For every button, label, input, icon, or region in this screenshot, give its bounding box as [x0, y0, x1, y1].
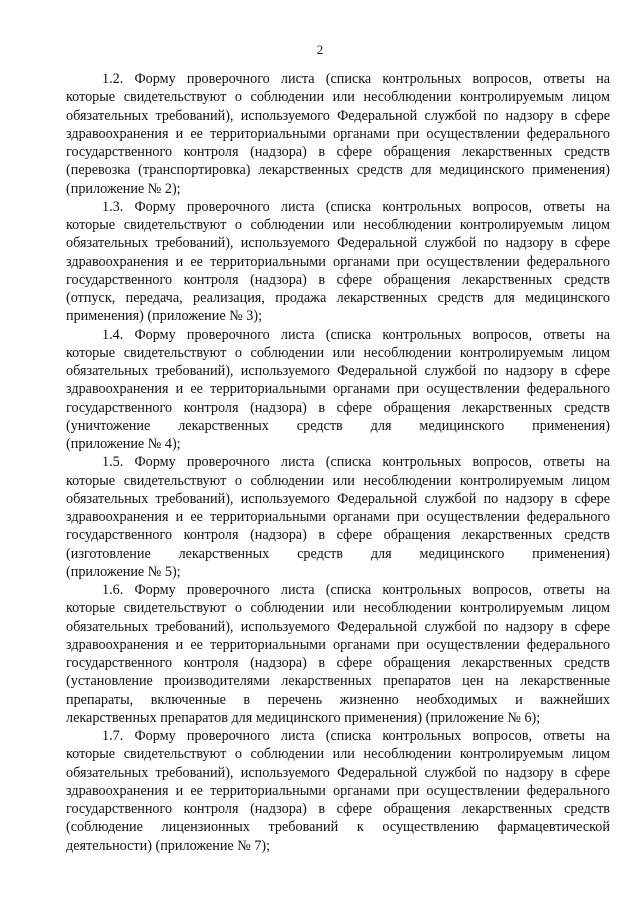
- text-line: здравоохранения и ее территориальными органами при осуществлении федерального: [66, 381, 610, 398]
- text-line: здравоохранения и ее территориальными органами при осуществлении федерального: [66, 253, 610, 270]
- text-line: 1.5. Форму проверочного листа (списка контрольных вопросов, ответы на: [102, 454, 610, 471]
- paragraph-1-5: [66, 453, 610, 581]
- text-line: обязательных требований), используемого Федеральной службой по надзору в сфере: [66, 235, 610, 252]
- text-line: государственного контроля (надзора) в сфере обращения лекарственных средств: [66, 144, 610, 160]
- text-line: (приложение № 2);: [66, 180, 181, 197]
- paragraph-1-4: [66, 326, 610, 454]
- text-line: применения) (приложение № 3);: [66, 308, 263, 325]
- text-line: обязательных требований), используемого Федеральной службой по надзору в сфере: [66, 363, 610, 379]
- text-line: препараты, включенные в перечень жизненно необходимых и важнейших: [66, 691, 610, 708]
- text-line: государственного контроля (надзора) в сфере обращения лекарственных средств: [66, 655, 610, 671]
- text-line: государственного контроля (надзора) в сфере обращения лекарственных средств: [66, 801, 610, 817]
- text-line: (перевозка (транспортировка) лекарственных средств для медицинского применения): [66, 162, 610, 179]
- text-line: которые свидетельствуют о соблюдении или несоблюдении контролируемым лицом: [66, 217, 610, 233]
- text-line: 1.2. Форму проверочного листа (списка контрольных вопросов, ответы на: [102, 71, 610, 87]
- text-line: обязательных требований), используемого Федеральной службой по надзору в сфере: [66, 764, 610, 781]
- text-line: государственного контроля (надзора) в сфере обращения лекарственных средств: [66, 527, 610, 544]
- text-line: государственного контроля (надзора) в сфере обращения лекарственных средств: [66, 399, 610, 416]
- text-line: здравоохранения и ее территориальными органами при осуществлении федерального: [66, 782, 610, 799]
- text-line: деятельности) (приложение № 7);: [66, 837, 271, 854]
- text-line: здравоохранения и ее территориальными органами при осуществлении федерального: [66, 125, 610, 142]
- text-line: которые свидетельствуют о соблюдении или несоблюдении контролируемым лицом: [66, 89, 610, 106]
- text-line: обязательных требований), используемого Федеральной службой по надзору в сфере: [66, 490, 610, 507]
- text-line: (приложение № 4);: [66, 436, 181, 452]
- text-line: (изготовление лекарственных средств для медицинского применения): [66, 545, 610, 562]
- text-line: (уничтожение лекарственных средств для медицинского применения): [66, 417, 610, 434]
- text-line: здравоохранения и ее территориальными органами при осуществлении федерального: [66, 509, 610, 525]
- text-line: (установление производителями лекарственных препаратов цен на лекарственные: [66, 673, 610, 690]
- text-line: государственного контроля (надзора) в сфере обращения лекарственных средств: [66, 271, 610, 288]
- text-line: 1.4. Форму проверочного листа (списка контрольных вопросов, ответы на: [102, 326, 610, 343]
- text-line: 1.7. Форму проверочного листа (списка контрольных вопросов, ответы на: [102, 728, 610, 744]
- text-line: 1.6. Форму проверочного листа (списка контрольных вопросов, ответы на: [102, 582, 610, 598]
- text-line: которые свидетельствуют о соблюдении или несоблюдении контролируемым лицом: [66, 472, 610, 489]
- paragraph-1-6: [66, 581, 610, 727]
- document-body: [66, 70, 610, 855]
- text-line: здравоохранения и ее территориальными органами при осуществлении федерального: [66, 636, 610, 653]
- text-line: 1.3. Форму проверочного листа (списка контрольных вопросов, ответы на: [102, 198, 610, 215]
- text-line: лекарственных препаратов для медицинского применения) (приложение № 6);: [66, 709, 541, 726]
- page-number: 2: [316, 42, 324, 57]
- text-line: обязательных требований), используемого Федеральной службой по надзору в сфере: [66, 107, 610, 124]
- paragraph-1-3: [66, 198, 610, 326]
- paragraph-1-7: [66, 727, 610, 855]
- text-line: которые свидетельствуют о соблюдении или несоблюдении контролируемым лицом: [66, 746, 610, 763]
- text-line: (соблюдение лицензионных требований к осуществлению фармацевтической: [66, 819, 610, 836]
- text-line: (приложение № 5);: [66, 563, 181, 580]
- text-line: (отпуск, передача, реализация, продажа лекарственных средств для медицинского: [66, 290, 610, 306]
- text-line: которые свидетельствуют о соблюдении или несоблюдении контролируемым лицом: [66, 344, 610, 361]
- paragraph-1-2: [66, 70, 610, 198]
- text-line: обязательных требований), используемого Федеральной службой по надзору в сфере: [66, 618, 610, 635]
- text-line: которые свидетельствуют о соблюдении или несоблюдении контролируемым лицом: [66, 600, 610, 617]
